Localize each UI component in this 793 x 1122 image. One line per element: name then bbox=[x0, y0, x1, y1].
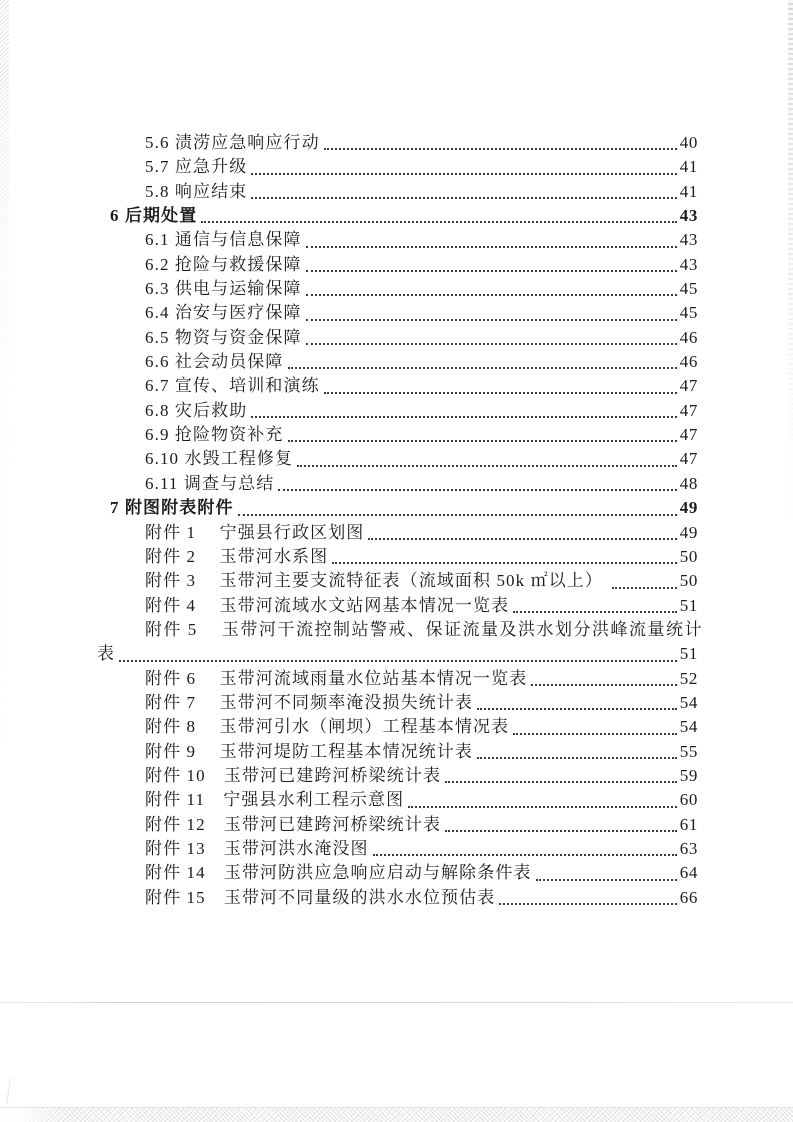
dot-leader bbox=[201, 221, 676, 223]
toc-entry bbox=[97, 228, 698, 252]
scan-right-edge-artifact bbox=[788, 0, 793, 520]
toc-entry-title: 5.7 应急升级 bbox=[145, 157, 248, 177]
dot-leader bbox=[324, 392, 677, 394]
toc-page-number: 40 bbox=[679, 133, 698, 152]
toc-entry bbox=[97, 861, 698, 885]
toc-page-number: 49 bbox=[679, 498, 698, 518]
dot-leader bbox=[531, 684, 676, 686]
toc-page-number: 64 bbox=[679, 863, 698, 883]
toc-entry bbox=[97, 569, 698, 593]
toc-entry-title: 7 附图附表附件 bbox=[110, 498, 234, 518]
toc-entry bbox=[97, 350, 698, 374]
toc-page-number: 45 bbox=[679, 303, 698, 323]
dot-leader bbox=[612, 587, 676, 589]
toc-entry-title: 附件 2 玉带河水系图 bbox=[145, 546, 329, 566]
toc-page-number: 41 bbox=[679, 181, 698, 201]
toc-entry-title: 6.6 社会动员保障 bbox=[145, 352, 284, 372]
toc-entry bbox=[97, 326, 698, 350]
toc-entry bbox=[97, 545, 698, 569]
toc-entry bbox=[97, 447, 698, 471]
toc-page-number: 47 bbox=[679, 449, 698, 469]
toc-page-number: 47 bbox=[679, 376, 698, 396]
toc-entry-title: 附件 11 宁强县水利工程示意图 bbox=[145, 790, 405, 810]
toc-entry-title: 表 bbox=[97, 644, 116, 664]
toc-page-number: 47 bbox=[679, 425, 698, 445]
toc-page-number: 51 bbox=[679, 595, 698, 615]
page-fold-line bbox=[0, 1002, 793, 1003]
toc-page-number: 54 bbox=[679, 692, 698, 712]
toc-entry bbox=[97, 204, 698, 228]
toc-page-number: 50 bbox=[679, 546, 698, 566]
dot-leader bbox=[477, 757, 677, 759]
dot-leader bbox=[477, 708, 677, 710]
dot-leader bbox=[373, 854, 677, 856]
dot-leader bbox=[278, 489, 676, 491]
toc-page-number: 63 bbox=[679, 838, 698, 858]
toc-entry-title: 6.2 抢险与救援保障 bbox=[145, 254, 302, 274]
dot-leader bbox=[251, 416, 676, 418]
toc-entry-title: 6.9 抢险物资补充 bbox=[145, 425, 284, 445]
toc-entry-title: 6.7 宣传、培训和演练 bbox=[145, 376, 320, 396]
toc-entry-title: 附件 6 玉带河流域雨量水位站基本情况一览表 bbox=[145, 668, 528, 688]
toc-page-number: 51 bbox=[679, 644, 698, 664]
toc-page-number: 60 bbox=[679, 790, 698, 810]
dot-leader bbox=[251, 173, 676, 175]
toc-page-number: 50 bbox=[679, 571, 698, 591]
toc-page-number: 45 bbox=[679, 279, 698, 299]
dot-leader bbox=[445, 830, 677, 832]
dot-leader bbox=[513, 611, 677, 613]
dot-leader bbox=[306, 246, 677, 248]
toc-entry-title: 6.5 物资与资金保障 bbox=[145, 327, 302, 347]
dot-leader bbox=[306, 294, 677, 296]
toc-entry bbox=[97, 472, 698, 496]
toc-entry bbox=[97, 642, 698, 666]
toc-entry bbox=[97, 496, 698, 520]
toc-entry bbox=[97, 691, 698, 715]
toc-entry-title: 附件 1 宁强县行政区划图 bbox=[145, 522, 365, 542]
toc-page-number: 61 bbox=[679, 814, 698, 834]
toc-entry bbox=[97, 813, 698, 837]
toc-page-number: 55 bbox=[679, 741, 698, 761]
dot-leader bbox=[499, 903, 676, 905]
dot-leader bbox=[306, 319, 677, 321]
toc-entry bbox=[97, 667, 698, 691]
toc-entry bbox=[97, 886, 698, 910]
toc-entry bbox=[97, 155, 698, 179]
dot-leader bbox=[513, 733, 677, 735]
toc-entry-title: 5.6 渍涝应急响应行动 bbox=[145, 133, 320, 152]
toc-page-number: 46 bbox=[679, 327, 698, 347]
toc-entry bbox=[97, 715, 698, 739]
toc-entry-title: 附件 14 玉带河防洪应急响应启动与解除条件表 bbox=[145, 863, 532, 883]
toc-entry bbox=[97, 423, 698, 447]
toc-page-number: 43 bbox=[679, 230, 698, 250]
toc-page-number: 49 bbox=[679, 522, 698, 542]
dot-leader bbox=[297, 465, 677, 467]
scan-left-edge-artifact bbox=[0, 0, 9, 1122]
dot-leader bbox=[332, 562, 677, 564]
toc-entry-title: 6.11 调查与总结 bbox=[145, 473, 275, 493]
toc-entry bbox=[97, 301, 698, 325]
toc-entry-title: 6.3 供电与运输保障 bbox=[145, 279, 302, 299]
dot-leader bbox=[238, 514, 677, 516]
toc-entry bbox=[97, 374, 698, 398]
toc-entry bbox=[97, 837, 698, 861]
toc-entry-title: 附件 13 玉带河洪水淹没图 bbox=[145, 838, 369, 858]
toc-entry-title: 附件 4 玉带河流域水文站网基本情况一览表 bbox=[145, 595, 510, 615]
table-of-contents bbox=[97, 131, 703, 910]
toc-entry-title: 6.4 治安与医疗保障 bbox=[145, 303, 302, 323]
toc-entry bbox=[97, 180, 698, 204]
toc-entry-title: 附件 10 玉带河已建跨河桥梁统计表 bbox=[145, 765, 442, 785]
dot-leader bbox=[368, 538, 676, 540]
toc-entry-title: 6 后期处置 bbox=[110, 206, 198, 226]
toc-page-number: 48 bbox=[679, 473, 698, 493]
dot-leader bbox=[536, 879, 677, 881]
toc-page-number: 54 bbox=[679, 717, 698, 737]
dot-leader bbox=[306, 343, 677, 345]
dot-leader bbox=[288, 367, 677, 369]
toc-page-number: 41 bbox=[679, 157, 698, 177]
dot-leader bbox=[119, 660, 677, 662]
toc-entry bbox=[97, 253, 698, 277]
toc-page-number: 66 bbox=[679, 887, 698, 907]
toc-page-number: 52 bbox=[679, 668, 698, 688]
toc-entry bbox=[97, 618, 703, 642]
dot-leader bbox=[324, 148, 677, 150]
toc-entry-title: 6.10 水毁工程修复 bbox=[145, 449, 294, 469]
toc-page-number: 46 bbox=[679, 352, 698, 372]
toc-page-number: 43 bbox=[679, 254, 698, 274]
toc-entry bbox=[97, 594, 698, 618]
toc-entry-title: 6.1 通信与信息保障 bbox=[145, 230, 302, 250]
toc-entry-title: 5.8 响应结束 bbox=[145, 181, 248, 201]
toc-entry-title: 附件 5 玉带河干流控制站警戒、保证流量及洪水划分洪峰流量统计 bbox=[145, 619, 703, 639]
toc-entry-title: 附件 3 玉带河主要支流特征表（流域面积 50k ㎡以上） bbox=[145, 571, 609, 591]
toc-entry bbox=[97, 277, 698, 301]
toc-entry bbox=[97, 788, 698, 812]
toc-entry bbox=[97, 740, 698, 764]
toc-page-number: 47 bbox=[679, 400, 698, 420]
toc-page-number: 59 bbox=[679, 765, 698, 785]
dot-leader bbox=[288, 440, 677, 442]
toc-entry-title: 附件 15 玉带河不同量级的洪水水位预估表 bbox=[145, 887, 496, 907]
toc-entry-title: 6.8 灾后救助 bbox=[145, 400, 248, 420]
toc-entry-title: 附件 8 玉带河引水（闸坝）工程基本情况表 bbox=[145, 717, 510, 737]
toc-entry-title: 附件 7 玉带河不同频率淹没损失统计表 bbox=[145, 692, 473, 712]
page-bottom-edge-artifact bbox=[0, 1107, 793, 1122]
dot-leader bbox=[306, 270, 677, 272]
toc-entry-title: 附件 9 玉带河堤防工程基本情况统计表 bbox=[145, 741, 473, 761]
toc-entry-title: 附件 12 玉带河已建跨河桥梁统计表 bbox=[145, 814, 442, 834]
toc-entry bbox=[97, 399, 698, 423]
dot-leader bbox=[445, 781, 677, 783]
dot-leader bbox=[251, 197, 676, 199]
toc-entry bbox=[97, 131, 698, 155]
toc-page-number: 43 bbox=[679, 206, 698, 226]
toc-entry bbox=[97, 521, 698, 545]
dot-leader bbox=[408, 806, 677, 808]
toc-entry bbox=[97, 764, 698, 788]
